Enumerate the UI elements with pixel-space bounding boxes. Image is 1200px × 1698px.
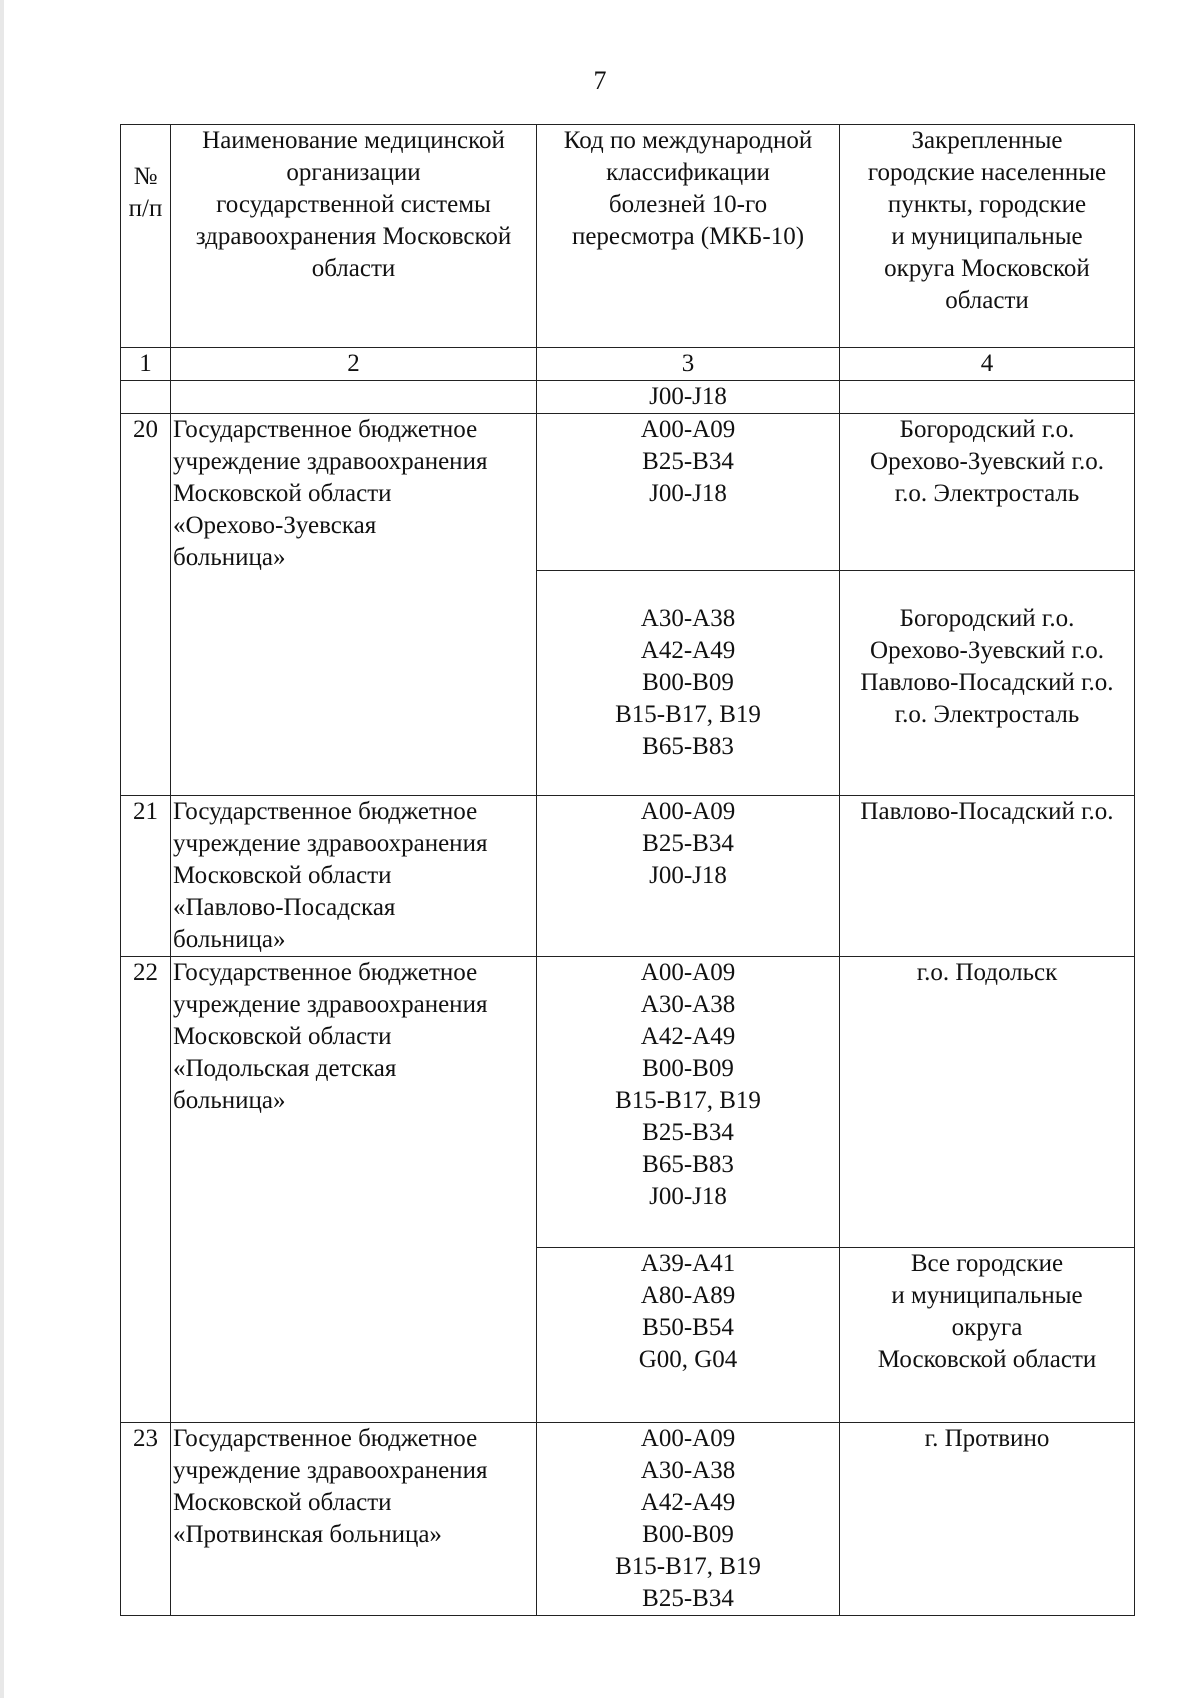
row-number: 22 <box>121 957 171 1423</box>
table-row <box>121 957 1135 1248</box>
carry-places <box>840 381 1135 414</box>
org-name: Государственное бюджетное учреждение здравоохранения Московской области «Подольская детская больница» <box>171 957 537 1423</box>
col-number-2: 2 <box>171 348 537 381</box>
header-icd: Код по международной классификации болезней 10-го пересмотра (МКБ-10) <box>537 125 840 348</box>
org-name: Государственное бюджетное учреждение здравоохранения Московской области «Протвинская больница» <box>171 1423 537 1616</box>
icd-codes: A30-A38 A42-A49 B00-B09 B15-B17, B19 B65-B83 <box>537 571 840 796</box>
col-number-4: 4 <box>840 348 1135 381</box>
scan-edge <box>0 0 4 1698</box>
page-number: 7 <box>593 66 607 95</box>
table-row <box>121 414 1135 571</box>
assigned-places: г. Протвино <box>840 1423 1135 1616</box>
hospital-table <box>120 124 1135 1616</box>
assigned-places: Павлово-Посадский г.о. <box>840 796 1135 957</box>
header-row <box>121 125 1135 348</box>
icd-codes: A00-A09 B25-B34 J00-J18 <box>537 414 840 571</box>
icd-codes: A39-A41 A80-A89 B50-B54 G00, G04 <box>537 1248 840 1423</box>
table-row <box>121 796 1135 957</box>
row-number: 20 <box>121 414 171 796</box>
col-number-1: 1 <box>121 348 171 381</box>
icd-codes: A00-A09 A30-A38 A42-A49 B00-B09 B15-B17, B19 B25-B34 B65-B83 J00-J18 <box>537 957 840 1248</box>
row-number: 21 <box>121 796 171 957</box>
assigned-places: Богородский г.о. Орехово-Зуевский г.о. г.о. Электросталь <box>840 414 1135 571</box>
carry-over-row <box>121 381 1135 414</box>
col-number-3: 3 <box>537 348 840 381</box>
row-number: 23 <box>121 1423 171 1616</box>
assigned-places: Все городские и муниципальные округа Московской области <box>840 1248 1135 1423</box>
org-name: Государственное бюджетное учреждение здравоохранения Московской области «Орехово-Зуевская больница» <box>171 414 537 796</box>
org-name: Государственное бюджетное учреждение здравоохранения Московской области «Павлово-Посадская больница» <box>171 796 537 957</box>
carry-org <box>171 381 537 414</box>
carry-codes: J00-J18 <box>537 381 840 414</box>
assigned-places: г.о. Подольск <box>840 957 1135 1248</box>
carry-num <box>121 381 171 414</box>
column-number-row <box>121 348 1135 381</box>
assigned-places: Богородский г.о. Орехово-Зуевский г.о. Павлово-Посадский г.о. г.о. Электросталь <box>840 571 1135 796</box>
header-places: Закрепленные городские населенные пункты, городские и муниципальные округа Московской области <box>840 125 1135 348</box>
icd-codes: A00-A09 B25-B34 J00-J18 <box>537 796 840 957</box>
icd-codes: A00-A09 A30-A38 A42-A49 B00-B09 B15-B17, B19 B25-B34 <box>537 1423 840 1616</box>
table-row <box>121 1423 1135 1616</box>
header-org: Наименование медицинской организации государственной системы здравоохранения Московской области <box>171 125 537 348</box>
header-num: № п/п <box>121 125 171 348</box>
